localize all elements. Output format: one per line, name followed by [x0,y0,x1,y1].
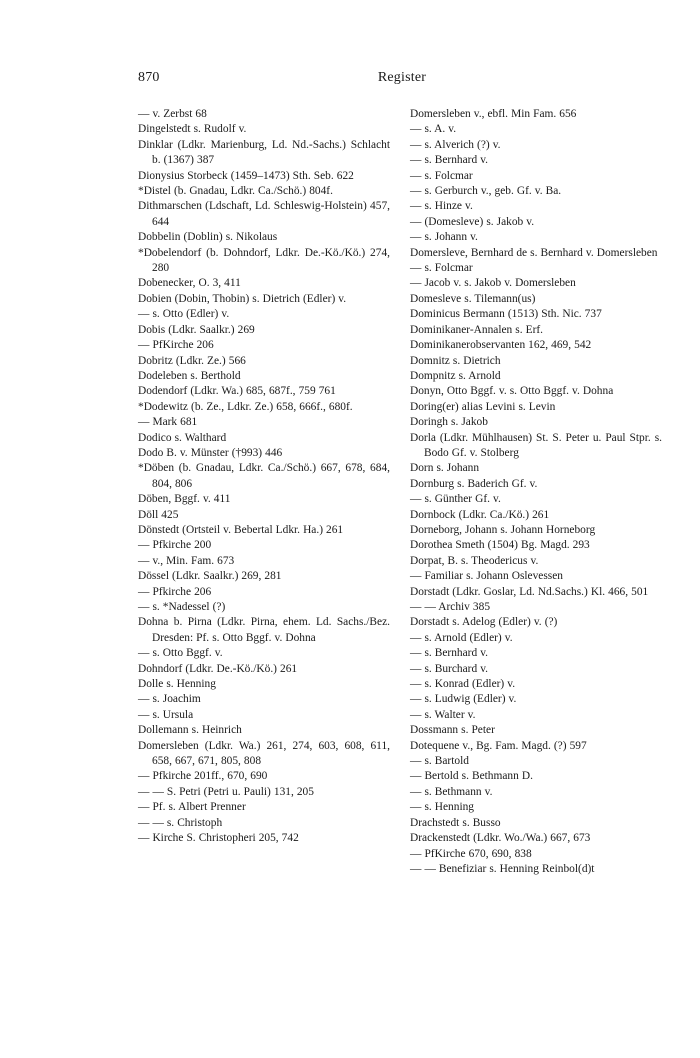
index-entry: Drachstedt s. Busso [410,816,501,829]
page-header [138,70,666,90]
index-entry: Doring(er) alias Levini s. Levin [410,400,556,413]
index-entry: — s. Bernhard v. [410,154,488,167]
index-entry: Dolle s. Henning [138,678,216,691]
index-entry: Dodeleben s. Berthold [138,369,241,382]
index-entry: — s. Walter v. [410,708,476,721]
index-entry: Dorstadt (Ldkr. Goslar, Ld. Nd.Sachs.) Kl. 466, 501 [410,585,649,598]
index-entry: Dominikanerobservanten 162, 469, 542 [410,339,592,352]
index-column-right [410,107,662,877]
index-entry: — s. Folcmar [410,262,473,275]
index-entry: Domersleve, Bernhard de s. Bernhard v. Domersleben [410,246,658,259]
index-entry: Dobenecker, O. 3, 411 [138,277,241,290]
index-entry: — PfKirche 206 [138,339,214,352]
running-head: Register [377,70,427,85]
index-entry: Dornbock (Ldkr. Ca./Kö.) 261 [410,508,550,521]
index-entry: — Bertold s. Bethmann D. [410,770,533,783]
index-entry: — — S. Petri (Petri u. Pauli) 131, 205 [138,785,314,798]
index-entry: Dorneborg, Johann s. Johann Horneborg [410,523,596,536]
index-entry: Dobien (Dobin, Thobin) s. Dietrich (Edler) v. [138,292,347,305]
index-entry: — s. Ursula [138,708,194,721]
index-entry: Dollemann s. Heinrich [138,724,242,737]
index-entry: — s. Alverich (?) v. [410,138,501,151]
index-entry: Dominicus Bermann (1513) Sth. Nic. 737 [410,308,602,321]
index-entry: — s. Ludwig (Edler) v. [410,693,517,706]
index-entry: — s. Johann v. [410,231,478,244]
index-entry: — s. *Nadessel (?) [138,601,226,613]
index-entry: Drackenstedt (Ldkr. Wo./Wa.) 667, 673 [410,832,591,845]
index-entry: — s. Folcmar [410,169,473,182]
index-entry: — Familiar s. Johann Oslevessen [410,570,563,583]
index-entry: Dithmarschen (Ldschaft, Ld. Schleswig-Holstein) 457, 644 [138,200,390,228]
index-entry: Dorstadt s. Adelog (Edler) v. (?) [410,616,558,629]
index-entry: — Jacob v. s. Jakob v. Domersleben [410,277,576,290]
index-entry: Dorpat, B. s. Theodericus v. [410,554,539,567]
index-entry: — s. Joachim [138,693,201,706]
index-entry: Domesleve s. Tilemann(us) [410,292,536,305]
index-entry: — Mark 681 [138,416,198,429]
index-column-left [138,107,390,847]
index-entry: — s. Otto Bggf. v. [138,647,223,660]
index-entry: — s. Gerburch v., geb. Gf. v. Ba. [410,185,562,198]
index-entry: — s. Bethmann v. [410,785,493,798]
index-entry: — s. Bernhard v. [410,647,488,660]
index-entry: — v. Zerbst 68 [138,108,207,120]
index-entry: Domersleben (Ldkr. Wa.) 261, 274, 603, 608, 611, 658, 667, 671, 805, 808 [138,739,390,768]
index-entry: Döben, Bggf. v. 411 [138,493,231,506]
index-entry: Dobbelin (Doblin) s. Nikolaus [138,231,278,244]
index-entry: Dingelstedt s. Rudolf v. [138,123,247,136]
index-entry: *Dobelendorf (b. Dohndorf, Ldkr. De.-Kö./Kö.) 274, 280 [138,246,390,275]
index-entry: Dompnitz s. Arnold [410,369,501,382]
index-entry: — (Domesleve) s. Jakob v. [410,215,535,228]
index-entry: Dodo B. v. Münster (†993) 446 [138,446,283,459]
index-entry: Dominikaner-Annalen s. Erf. [410,323,544,336]
index-entry: Dodico s. Walthard [138,431,227,444]
index-entry: — — s. Christoph [138,816,223,829]
index-entry: — s. Hinze v. [410,200,473,213]
index-entry: — — Benefiziar s. Henning Reinbol(d)t [410,862,595,875]
index-entry: Dorothea Smeth (1504) Bg. Magd. 293 [410,539,590,552]
index-entry: — s. Otto (Edler) v. [138,308,230,321]
index-entry: — s. Henning [410,801,474,814]
index-entry: — s. Konrad (Edler) v. [410,678,516,691]
index-entry: *Distel (b. Gnadau, Ldkr. Ca./Schö.) 804f. [138,185,333,198]
index-entry: Dorn s. Johann [410,462,480,475]
index-entry: — s. Burchard v. [410,662,488,675]
index-entry: *Dodewitz (b. Ze., Ldkr. Ze.) 658, 666f., 680f. [138,400,353,413]
index-entry: Dohndorf (Ldkr. De.-Kö./Kö.) 261 [138,662,298,675]
index-entry: — s. Bartold [410,755,469,768]
index-entry: Dinklar (Ldkr. Marienburg, Ld. Nd.-Sachs.) Schlacht b. (1367) 387 [138,138,390,167]
page-number: 870 [138,70,160,85]
index-entry: Dornburg s. Baderich Gf. v. [410,477,538,490]
index-entry: Dorla (Ldkr. Mühlhausen) St. S. Peter u. Paul Stpr. s. Bodo Gf. v. Stolberg [410,431,662,459]
index-entry: Dobritz (Ldkr. Ze.) 566 [138,354,246,367]
index-entry: Dohna b. Pirna (Ldkr. Pirna, ehem. Ld. Sachs./Bez. Dresden: Pf. s. Otto Bggf. v. Dohna [138,616,390,644]
index-entry: Döll 425 [138,508,179,521]
index-entry: Dossmann s. Peter [410,724,495,737]
index-entry: Dotequene v., Bg. Fam. Magd. (?) 597 [410,739,587,752]
index-entry: Dössel (Ldkr. Saalkr.) 269, 281 [138,570,282,583]
index-entry: Domersleben v., ebfl. Min Fam. 656 [410,108,577,120]
index-entry: Dionysius Storbeck (1459–1473) Sth. Seb. 622 [138,169,354,182]
index-entry: — Pfkirche 206 [138,585,212,598]
index-entry: — Pf. s. Albert Prenner [138,801,246,814]
index-entry: Dobis (Ldkr. Saalkr.) 269 [138,323,255,336]
index-entry: Domnitz s. Dietrich [410,354,501,367]
index-entry: — — Archiv 385 [410,601,491,613]
index-entry: — Pfkirche 201ff., 670, 690 [138,770,268,783]
index-entry: Dodendorf (Ldkr. Wa.) 685, 687f., 759 761 [138,385,336,398]
index-entry: — s. Günther Gf. v. [410,493,501,506]
index-entry: — Kirche S. Christopheri 205, 742 [138,832,299,845]
index-entry: — s. A. v. [410,123,457,136]
index-entry: *Döben (b. Gnadau, Ldkr. Ca./Schö.) 667, 678, 684, 804, 806 [138,462,390,490]
index-entry: — v., Min. Fam. 673 [138,554,235,567]
index-entry: — Pfkirche 200 [138,539,212,552]
index-entry: Dönstedt (Ortsteil v. Bebertal Ldkr. Ha.) 261 [138,523,344,536]
index-entry: Donyn, Otto Bggf. v. s. Otto Bggf. v. Dohna [410,385,614,398]
index-entry: — PfKirche 670, 690, 838 [410,847,532,860]
index-entry: — s. Arnold (Edler) v. [410,631,513,644]
index-entry: Doringh s. Jakob [410,416,488,429]
